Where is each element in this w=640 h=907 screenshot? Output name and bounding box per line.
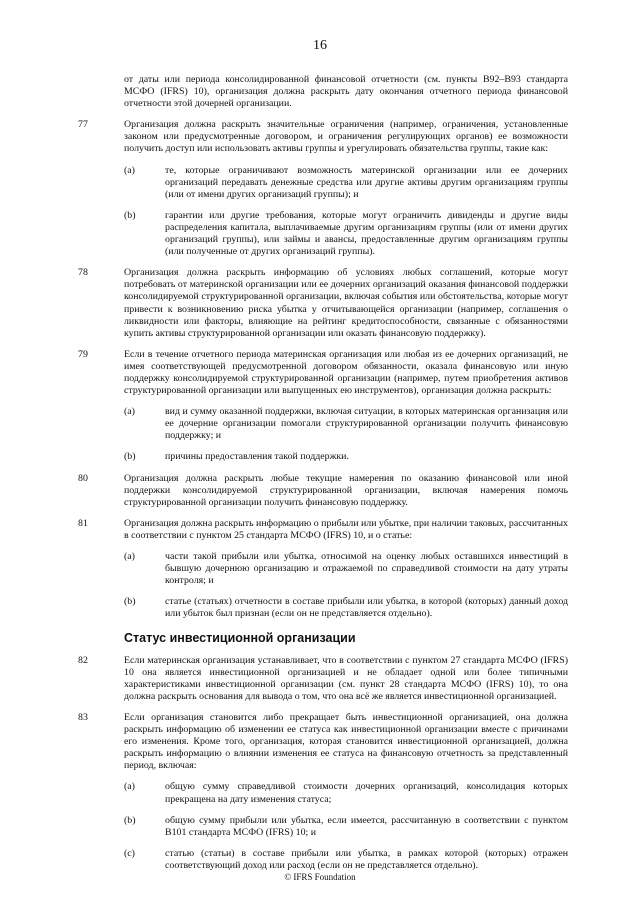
- item-text: общую сумму прибыли или убытка, если имеется, рассчитанную в соответствии с пунктом B101 стандарта МСФО (IFRS) 10; и: [165, 814, 568, 838]
- item-text: статью (статьи) в составе прибыли или убытка, в рамках которой (которых) отражен соответствующий доход или расход (если он не представляется отдельно).: [165, 847, 568, 871]
- paragraph-79: [78, 349, 568, 397]
- paragraph-80: [78, 473, 568, 509]
- item-text: те, которые ограничивают возможность материнской организации или ее дочерних организаций передавать денежные средства или другие активы другим организациям группы (или от имени других организаций группы); и: [165, 164, 568, 200]
- list-item: [124, 406, 568, 442]
- paragraph-text: Организация должна раскрыть информацию о прибыли или убытке, при наличии таковых, рассчитанных в соответствии с пунктом 25 стандарта МСФО (IFRS) 10, и о статье:: [124, 517, 568, 541]
- paragraph-83: [78, 712, 568, 772]
- paragraph-text: Если материнская организация устанавливает, что в соответствии с пунктом 27 стандарта МСФО (IFRS) 10 она является инвестиционной организацией и не обладает одной или более типичными характеристиками инвестиционной организации (см. пункт 28 стандарта МСФО (IFRS) 10), то она должна раскрыть основания для вывода о том, что она всё же является инвестиционной организацией.: [124, 654, 568, 702]
- paragraph-text: Организация должна раскрыть информацию об условиях любых соглашений, которые могут потребовать от материнской организации или ее дочерних организаций оказания финансовой поддержки консолидируемой структурированной организации, включая события или обстоятельства, которые могут привести к возникновению риска убытка у отчитывающейся организации (например, соглашения о ликвидности или факторы, влияющие на рейтинг кредитоспособности, связанные с обязанностями купить активы структурированной организации или оказать финансовую поддержку).: [124, 267, 568, 339]
- paragraph-text: Если в течение отчетного периода материнская организация или любая из ее дочерних организаций, не имея соответствующей предусмотренной договором обязанности, оказала финансовую или иную поддержку консолидируемой структурированной организации (например, путем приобретения активов структурированной организации или выпущенных ею инструментов), организация должна раскрыть:: [124, 348, 568, 397]
- section-heading: Статус инвестиционной организации: [124, 631, 356, 646]
- item-label: (a): [124, 781, 135, 793]
- paragraph-number: 82: [78, 654, 88, 666]
- intro-paragraph: [78, 74, 568, 110]
- paragraph-number: 83: [78, 711, 88, 723]
- copyright-footer: © IFRS Foundation: [284, 872, 356, 882]
- item-label: (b): [124, 209, 136, 221]
- item-label: (b): [124, 814, 136, 826]
- item-label: (b): [124, 596, 136, 608]
- paragraph-number: 80: [78, 472, 88, 484]
- paragraph-text: Если организация становится либо прекращает быть инвестиционной организацией, она должна раскрыть информацию об изменении ее статуса как инвестиционной организации вместе с причинами его изменения. Кроме того, организация, которая становится инвестиционной организацией, должна раскрыть информацию о влиянии изменения ее статуса на финансовую отчетность за представленный период, включая:: [124, 711, 568, 772]
- item-text: общую сумму справедливой стоимости дочерних организаций, консолидация которых прекращена на дату изменения статуса;: [165, 781, 568, 805]
- list-item: [124, 848, 568, 872]
- list-item: [124, 451, 568, 463]
- paragraph-77: [78, 119, 568, 155]
- item-label: (c): [124, 847, 135, 859]
- item-label: (a): [124, 551, 135, 562]
- list-item: [124, 815, 568, 839]
- item-text: причины предоставления такой поддержки.: [165, 451, 349, 463]
- paragraph-text: Организация должна раскрыть любые текущие намерения по оказанию финансовой или иной поддержки консолидируемой структурированной организации, включая намерения помочь структурированной организации получить финансовую поддержку.: [124, 472, 568, 508]
- paragraph-number: 78: [78, 267, 88, 279]
- item-label: (a): [124, 164, 135, 176]
- paragraph-number: 77: [78, 119, 88, 131]
- list-item: [124, 596, 568, 620]
- list-item: [124, 551, 568, 587]
- item-text: статье (статьях) отчетности в составе прибыли или убытка, в которой (которых) данный доход или убыток был признан (если он не представляется отдельно).: [165, 596, 568, 620]
- item-label: (a): [124, 406, 135, 418]
- item-text: гарантии или другие требования, которые могут ограничить дивиденды и другие виды распределения капитала, выплачиваемые другим организациям группы (или от имени других организаций группы), или займы и авансы, предоставленные другим организациям группы (или полученные от других организаций группы).: [165, 209, 568, 258]
- item-label: (b): [124, 451, 136, 463]
- item-text: вид и сумму оказанной поддержки, включая ситуации, в которых материнская организация или ее дочерние организации помогали структурированной организации получить финансовую поддержку; и: [165, 406, 568, 442]
- paragraph-81: [78, 518, 568, 542]
- paragraph-number: 81: [78, 517, 88, 529]
- paragraph-82: [78, 655, 568, 703]
- paragraph-78: [78, 267, 568, 340]
- list-item: [124, 781, 568, 805]
- page-number: 16: [313, 38, 327, 53]
- intro-text: от даты или периода консолидированной финансовой отчетности (см. пункты B92–B93 стандарта МСФО (IFRS) 10), организация должна раскрыть дату окончания отчетного периода финансовой отчетности этой дочерней организации.: [124, 74, 568, 110]
- page-content: [78, 74, 568, 881]
- item-text: части такой прибыли или убытка, относимой на оценку любых оставшихся инвестиций в бывшую дочернюю организацию и отражаемой по справедливой стоимости на дату утраты контроля; и: [165, 551, 568, 587]
- list-item: [124, 165, 568, 201]
- list-item: [124, 210, 568, 258]
- paragraph-text: Организация должна раскрыть значительные ограничения (например, ограничения, установленные законом или предусмотренные договором, и ограничения регулирующих органов) ее возможности получить доступ или использовать активы группы и урегулировать обязательства группы, такие как:: [124, 119, 568, 155]
- paragraph-number: 79: [78, 348, 88, 360]
